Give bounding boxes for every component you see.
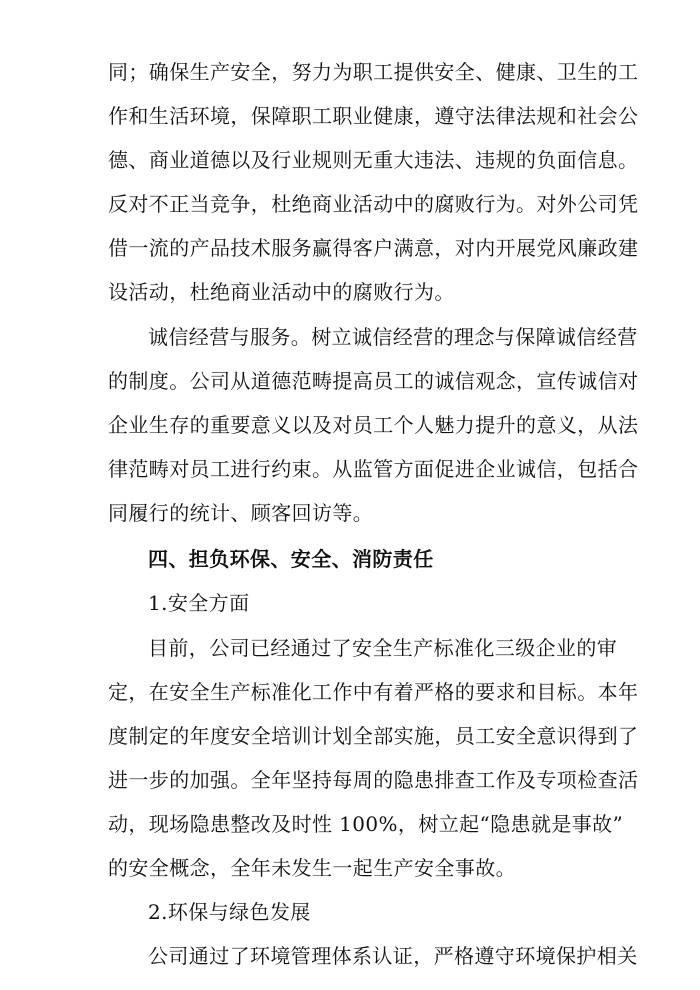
paragraph-line: 进一步的加强。全年坚持每周的隐患排查工作及专项检查活 [108,768,639,792]
paragraph-line: 律范畴对员工进行约束。从监管方面促进企业诚信，包括合 [108,457,639,481]
section-heading: 四、担负环保、安全、消防责任 [148,547,434,571]
paragraph-line: 同；确保生产安全，努力为职工提供安全、健康、卫生的工 [108,60,639,84]
paragraph-line: 设活动，杜绝商业活动中的腐败行为。 [108,280,455,304]
paragraph-line: 度制定的年度安全培训计划全部实施，员工安全意识得到了 [108,724,639,748]
paragraph-line: 反对不正当竞争，杜绝商业活动中的腐败行为。对外公司凭 [108,192,639,216]
paragraph-line: 目前，公司已经通过了安全生产标准化三级企业的审 [148,636,618,660]
paragraph-line: 动，现场隐患整改及时性 100%，树立起“隐患就是事故” [108,812,624,836]
paragraph-line: 定，在安全生产标准化工作中有着严格的要求和目标。本年 [108,680,639,704]
subheading-safety: 1.安全方面 [148,591,250,615]
paragraph-line: 借一流的产品技术服务赢得客户满意，对内开展党风廉政建 [108,236,639,260]
subheading-environment: 2.环保与绿色发展 [148,900,311,924]
paragraph-line: 企业生存的重要意义以及对员工个人魅力提升的意义，从法 [108,413,639,437]
paragraph-line: 德、商业道德以及行业规则无重大违法、违规的负面信息。 [108,148,639,172]
paragraph-line: 的制度。公司从道德范畴提高员工的诚信观念，宣传诚信对 [108,369,639,393]
paragraph-line: 同履行的统计、顾客回访等。 [108,501,374,525]
paragraph-line: 作和生活环境，保障职工职业健康，遵守法律法规和社会公 [108,104,639,128]
paragraph-line: 公司通过了环境管理体系认证，严格遵守环境保护相关 [148,944,638,968]
paragraph-line: 诚信经营与服务。树立诚信经营的理念与保障诚信经营 [148,325,638,349]
paragraph-line: 的安全概念，全年未发生一起生产安全事故。 [108,856,516,880]
